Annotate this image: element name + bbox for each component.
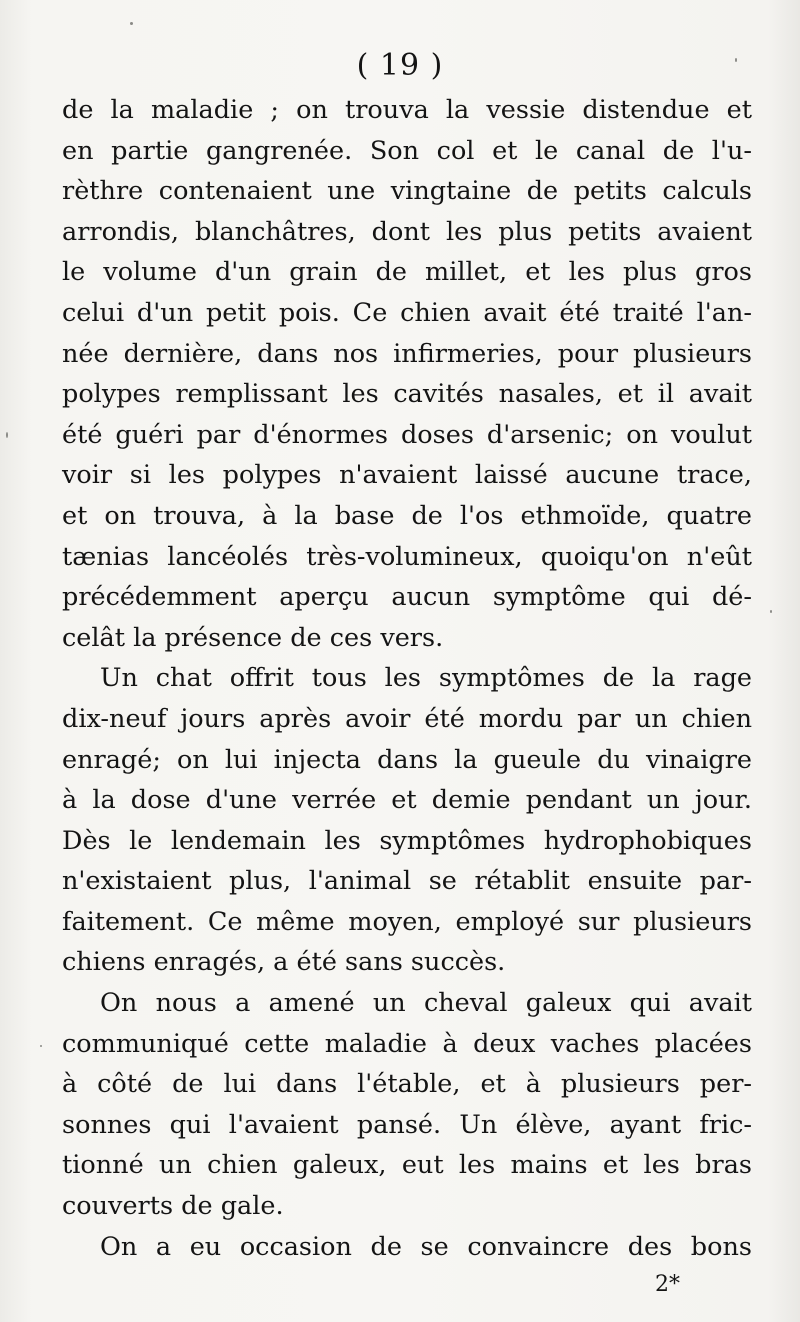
text-line: enragé; on lui injecta dans la gueule du vinaigre <box>62 744 752 775</box>
text-line: été guéri par d'énormes doses d'arsenic; on voulut <box>62 419 752 450</box>
text-line: sonnes qui l'avaient pansé. Un élève, ayant fric- <box>62 1109 752 1140</box>
text-line: rèthre contenaient une vingtaine de petits calculs <box>62 176 752 207</box>
text-line: celui d'un petit pois. Ce chien avait été traité l'an- <box>62 297 752 328</box>
text-line: voir si les polypes n'avaient laissé aucune trace, <box>62 460 752 491</box>
text-line: tænias lancéolés très-volumineux, quoiqu'on n'eût <box>62 541 752 572</box>
text-line: née dernière, dans nos infirmeries, pour plusieurs <box>62 338 752 369</box>
text-line: faitement. Ce même moyen, employé sur plusieurs <box>62 906 752 937</box>
text-line: polypes remplissant les cavités nasales, et il avait <box>62 379 752 410</box>
paper-speck <box>130 22 133 25</box>
text-line: tionné un chien galeux, eut les mains et les bras <box>62 1150 752 1181</box>
text-line: à côté de lui dans l'étable, et à plusieurs per- <box>62 1069 752 1100</box>
paragraph-end-line: celât la présence de ces vers. <box>62 622 444 653</box>
text-line: n'existaient plus, l'animal se rétablit ensuite par- <box>62 866 752 897</box>
text-line: et on trouva, à la base de l'os ethmoïde, quatre <box>62 500 752 531</box>
paper-speck <box>6 432 8 438</box>
text-line: dix-neuf jours après avoir été mordu par un chien <box>62 703 752 734</box>
text-line: en partie gangrenée. Son col et le canal de l'u- <box>62 135 752 166</box>
text-line: arrondis, blanchâtres, dont les plus petits avaient <box>62 216 752 247</box>
paragraph-start-line: Un chat offrit tous les symptômes de la rage <box>100 663 752 694</box>
text-line: communiqué cette maladie à deux vaches placées <box>62 1028 752 1059</box>
paper-speck <box>770 610 772 613</box>
signature-mark: 2* <box>655 1272 680 1297</box>
text-line: de la maladie ; on trouva la vessie distendue et <box>62 95 752 125</box>
paragraph-end-line: couverts de gale. <box>62 1191 284 1222</box>
text-line: à la dose d'une verrée et demie pendant un jour. <box>62 785 752 816</box>
text-line: Dès le lendemain les symptômes hydrophobiques <box>62 825 752 856</box>
text-line: le volume d'un grain de millet, et les plus gros <box>62 257 752 288</box>
page-number: ( 19 ) <box>356 48 444 83</box>
body-text <box>62 90 752 1267</box>
paragraph-start-line: On nous a amené un cheval galeux qui avait <box>100 988 752 1019</box>
text-line: précédemment aperçu aucun symptôme qui dé- <box>62 582 752 613</box>
paragraph-end-line: chiens enragés, a été sans succès. <box>62 947 506 978</box>
paragraph-start-line: On a eu occasion de se convaincre des bons <box>100 1231 752 1262</box>
paper-speck <box>735 58 737 62</box>
paper-speck <box>40 1045 42 1047</box>
